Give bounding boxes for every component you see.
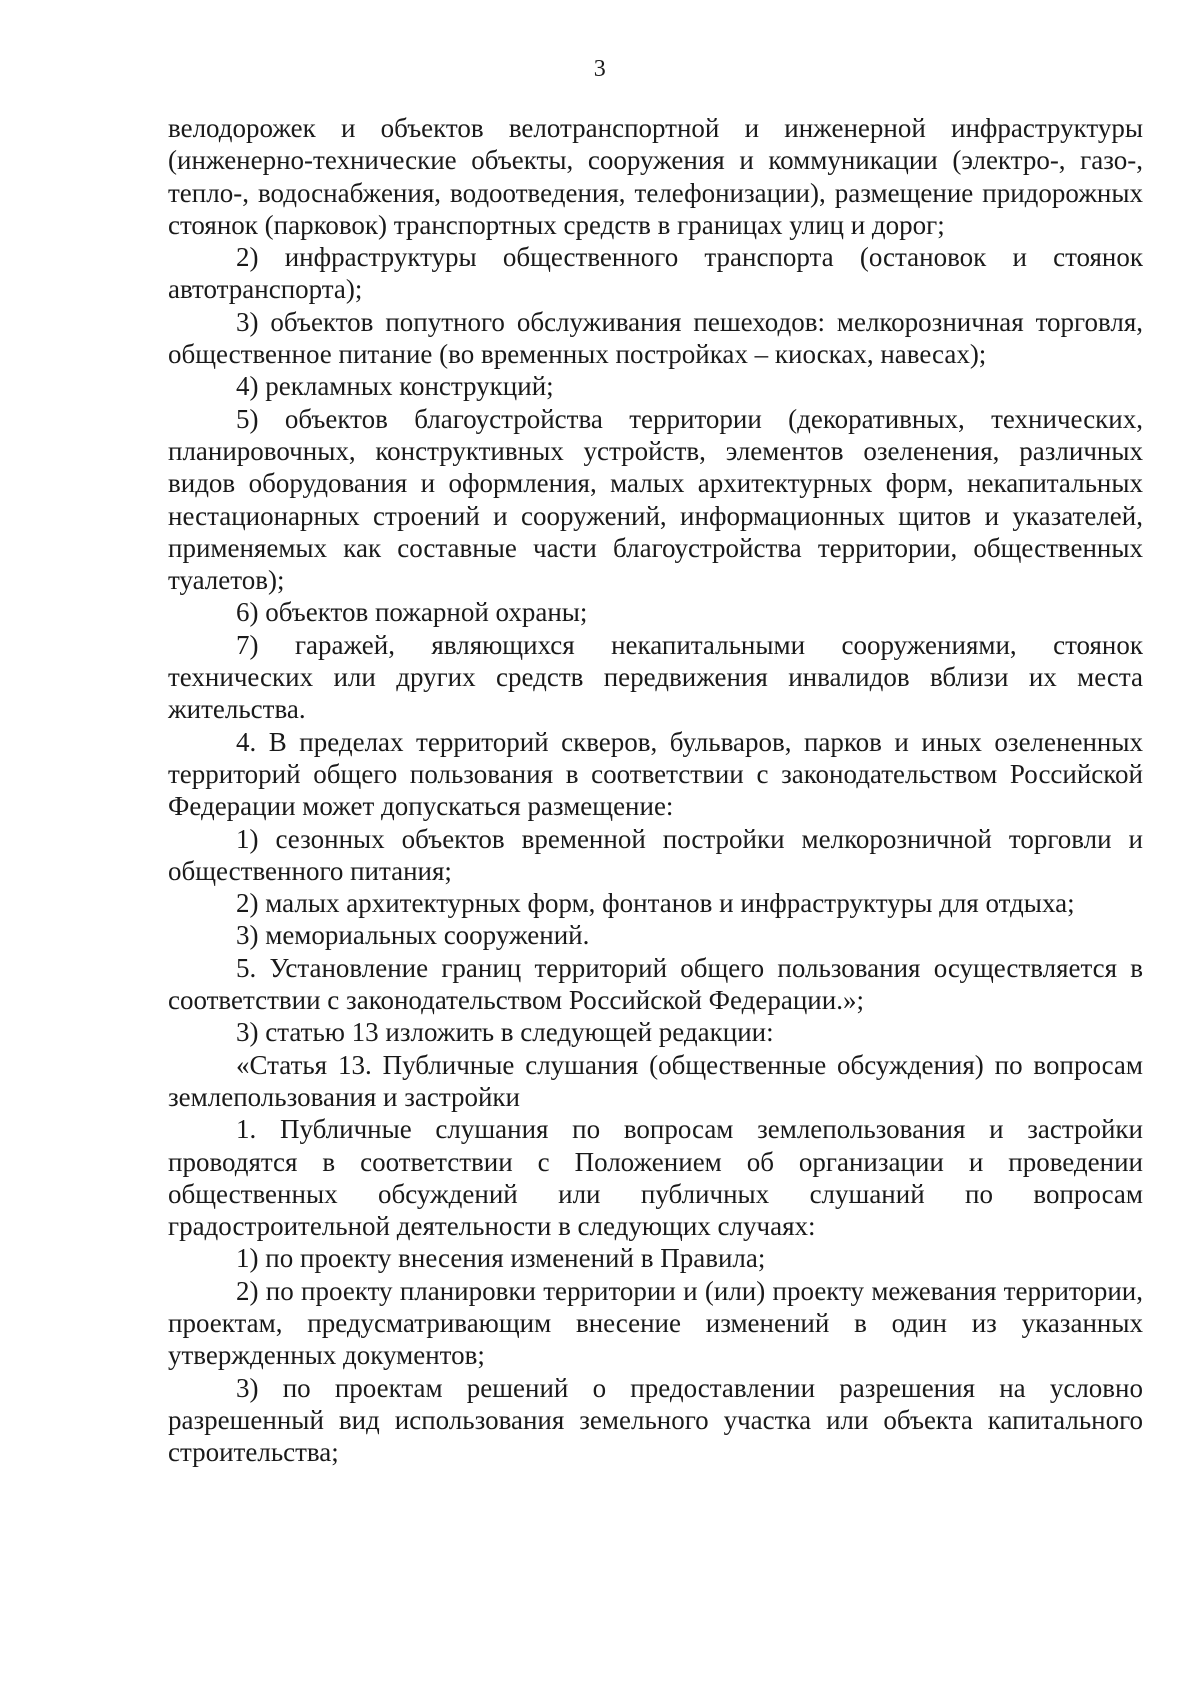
list-item-memorials: 3) мемориальных сооружений. xyxy=(236,920,590,951)
list-item-advertising: 4) рекламных конструкций; xyxy=(236,371,554,402)
list-item-architectural-forms: 2) малых архитектурных форм, фонтанов и инфраструктуры для отдыха; xyxy=(236,888,1075,919)
list-item-planning-project: 2) по проекту планировки территории и (или) проекту межевания территории, проектам, предусматривающим внесение изменений в один из указанных утвержденных документов; xyxy=(168,1275,1143,1371)
article-13-heading: «Статья 13. Публичные слушания (общественные обсуждения) по вопросам землепользования и застройки xyxy=(168,1049,1143,1112)
article-13-clause-1: 1. Публичные слушания по вопросам землепользования и застройки проводятся в соответствии с Положением об организации и проведении общественных обсуждений или публичных слушаний по вопросам градостроительной деятельности в следующих случаях: xyxy=(168,1114,1143,1242)
list-item-landscaping: 5) объектов благоустройства территории (декоративных, технических, планировочных, конструктивных устройств, элементов озеленения, различных видов оборудования и оформления, малых архитектурных форм, некапитальных нестационарных строений и сооружений, информационных щитов и указателей, применяемых как составные части благоустройства территории, общественных туалетов); xyxy=(168,403,1143,596)
clause-4: 4. В пределах территорий скверов, бульваров, парков и иных озелененных территорий общего пользования в соответствии с законодательством Российской Федерации может допускаться размещение: xyxy=(168,726,1143,822)
list-item-seasonal-objects: 1) сезонных объектов временной постройки мелкорозничной торговли и общественного питания; xyxy=(168,823,1143,886)
list-item-fire-protection: 6) объектов пожарной охраны; xyxy=(236,597,588,628)
list-item-garages: 7) гаражей, являющихся некапитальными сооружениями, стоянок технических или других средств передвижения инвалидов вблизи их места жительства. xyxy=(168,629,1143,725)
list-item-conditional-use: 3) по проектам решений о предоставлении разрешения на условно разрешенный вид использования земельного участка или объекта капитального строительства; xyxy=(168,1372,1143,1468)
page-number: 3 xyxy=(593,56,607,82)
paragraph-continuation: велодорожек и объектов велотранспортной и инженерной инфраструктуры (инженерно-технические объекты, сооружения и коммуникации (электро-, газо-, тепло-, водоснабжения, водоотведения, телефонизации), размещение придорожных стоянок (парковок) транспортных средств в границах улиц и дорог; xyxy=(168,113,1143,240)
amendment-article-13: 3) статью 13 изложить в следующей редакции: xyxy=(236,1017,774,1048)
list-item-rules-amendment: 1) по проекту внесения изменений в Правила; xyxy=(236,1243,766,1274)
list-item-public-transport: 2) инфраструктуры общественного транспорта (остановок и стоянок автотранспорта); xyxy=(168,242,1143,305)
document-body xyxy=(168,112,1143,1468)
list-item-pedestrian-services: 3) объектов попутного обслуживания пешеходов: мелкорозничная торговля, общественное питание (во временных постройках – киосках, навесах); xyxy=(168,306,1143,370)
clause-5: 5. Установление границ территорий общего пользования осуществляется в соответствии с законодательством Российской Федерации.»; xyxy=(168,952,1143,1016)
